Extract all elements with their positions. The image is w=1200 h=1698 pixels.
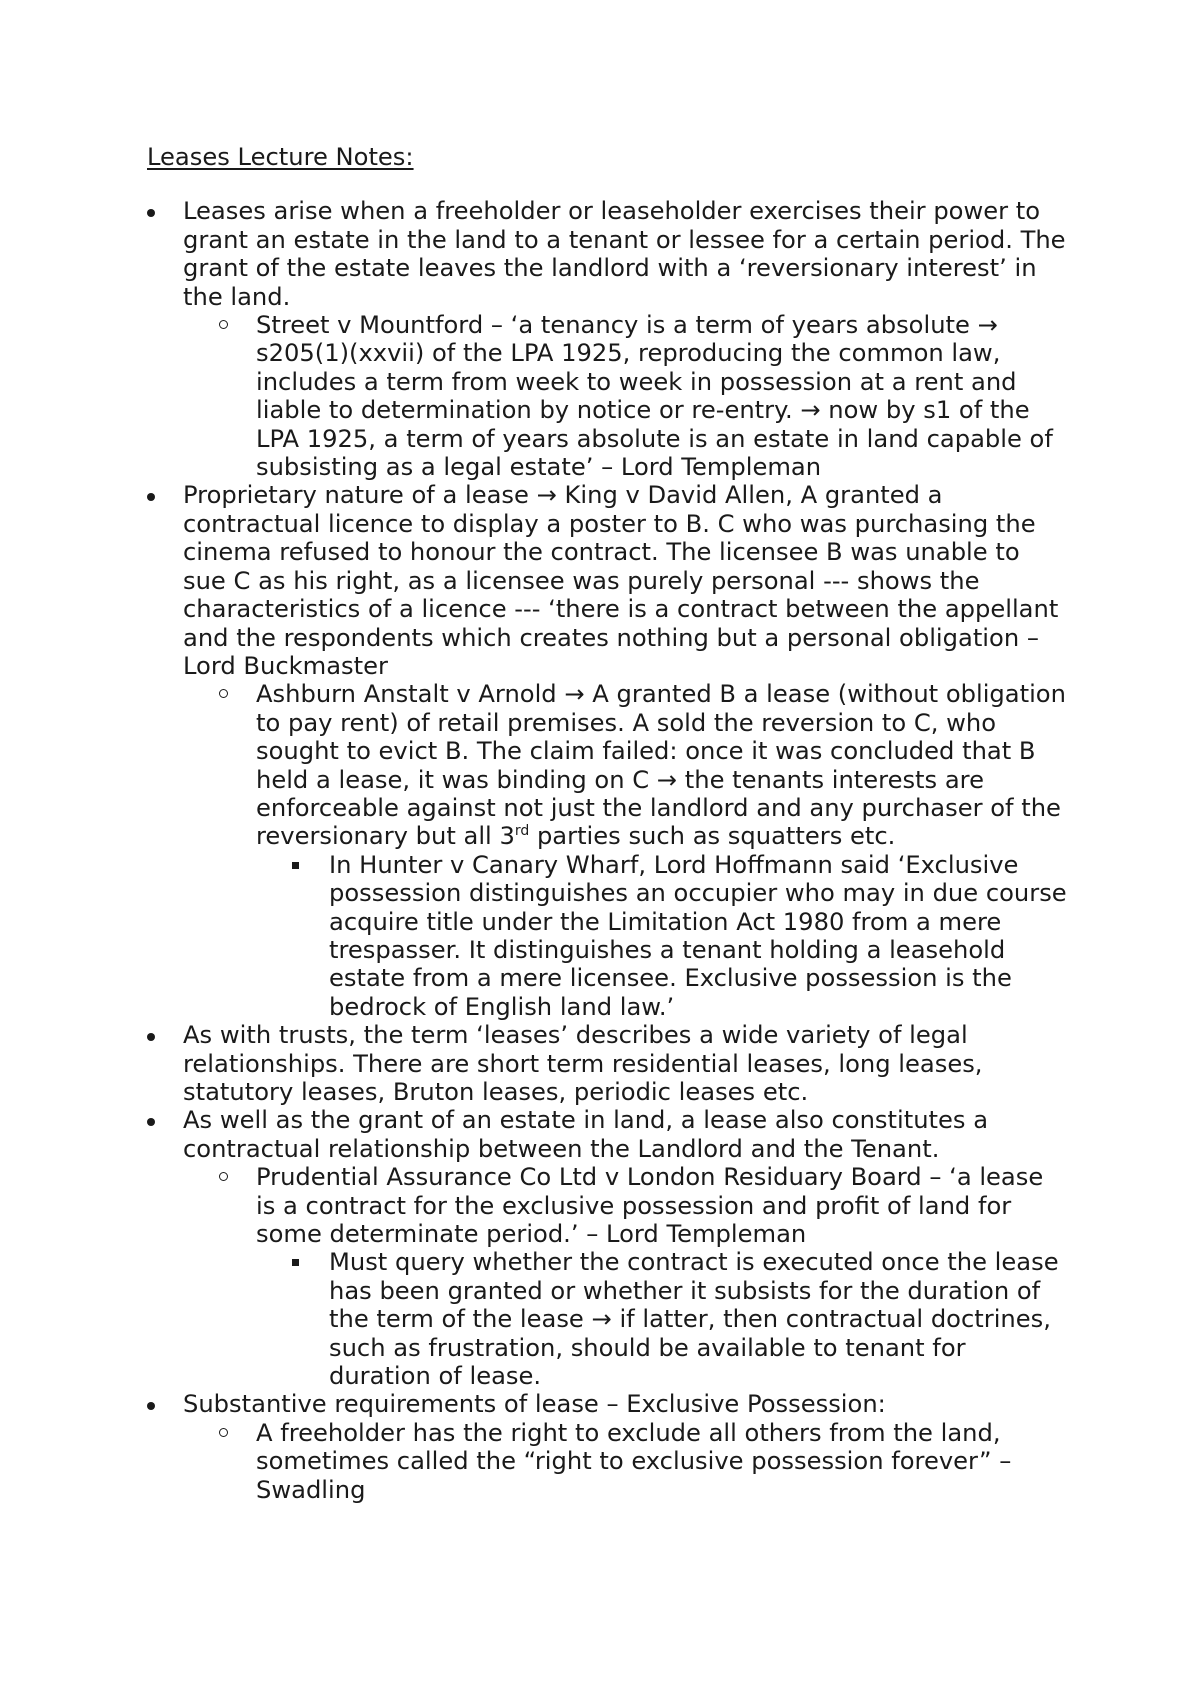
sub-list-item-text <box>256 680 1066 850</box>
bullet-circle-icon <box>219 320 228 329</box>
bullet-list <box>147 197 1067 1504</box>
sub-list <box>183 1163 1067 1390</box>
sub-sub-list <box>256 851 1067 1021</box>
bullet-disc-icon <box>147 1033 155 1041</box>
sub-list-item-text: Street v Mountford – ‘a tenancy is a term of years absolute → s205(1)(xxvii) of the LPA 1925, reproducing the common law, includes a term from week to week in possession at a rent and liable to determination by notice or re-entry. → now by s1 of the LPA 1925, a term of years absolute is an estate in land capable of subsisting as a legal estate’ – Lord Templeman <box>256 311 1053 482</box>
bullet-circle-icon <box>219 689 228 698</box>
sub-sub-list-item <box>292 851 1067 1021</box>
sub-list <box>183 680 1067 1021</box>
list-item-text: Proprietary nature of a lease → King v David Allen, A granted a contractual licence to display a poster to B. C who was purchasing the cinema refused to honour the contract. The licensee B was unable to sue C as his right, as a licensee was purely personal --- shows the characteristics of a licence --- ‘there is a contract between the appellant and the respondents which creates nothing but a personal obligation – Lord Buckmaster <box>183 481 1059 680</box>
sub-list-item <box>219 311 1067 481</box>
document-body <box>147 143 1067 1504</box>
sub-list-item-text: Prudential Assurance Co Ltd v London Residuary Board – ‘a lease is a contract for the exclusive possession and profit of land for some determinate period.’ – Lord Templeman <box>256 1163 1044 1249</box>
list-item <box>147 1021 1067 1106</box>
bullet-circle-icon <box>219 1172 228 1181</box>
sub-list-item <box>219 680 1067 1021</box>
list-item <box>147 1390 1067 1504</box>
sub-list-item-text-part: Ashburn Anstalt v Arnold → A granted B a lease (without obligation to pay rent) of retail premises. A sold the reversion to C, who sought to evict B. The claim failed: once it was concluded that B held a lease, it was binding on C → the tenants interests are enforceable against not just the landlord and any purchaser of the reversionary but all 3 <box>256 680 1066 851</box>
list-item-text: Leases arise when a freeholder or leaseholder exercises their power to grant an estate in the land to a tenant or lessee for a certain period. The grant of the estate leaves the landlord with a ‘reversionary interest’ in the land. <box>183 197 1066 311</box>
bullet-disc-icon <box>147 209 155 217</box>
sub-list-item <box>219 1163 1067 1390</box>
sub-list <box>183 1419 1067 1504</box>
sub-list-item-text: A freeholder has the right to exclude all others from the land, sometimes called the “right to exclusive possession forever” – Swadling <box>256 1418 1012 1504</box>
list-item-text: As with trusts, the term ‘leases’ describes a wide variety of legal relationships. There are short term residential leases, long leases, statutory leases, Bruton leases, periodic leases etc. <box>183 1021 983 1106</box>
sub-list-item-text-part: parties such as squatters etc. <box>529 822 896 851</box>
sub-list-item <box>219 1419 1067 1504</box>
bullet-disc-icon <box>147 1402 155 1410</box>
page-title: Leases Lecture Notes: <box>147 143 414 171</box>
bullet-circle-icon <box>219 1428 228 1437</box>
list-item <box>147 1106 1067 1390</box>
bullet-disc-icon <box>147 1118 155 1126</box>
sub-sub-list-item-text: In Hunter v Canary Wharf, Lord Hoffmann said ‘Exclusive possession distinguishes an occupier who may in due course acquire title under the Limitation Act 1980 from a mere trespasser. It distinguishes a tenant holding a leasehold estate from a mere licensee. Exclusive possession is the bedrock of English land law.’ <box>329 850 1067 1021</box>
bullet-disc-icon <box>147 493 155 501</box>
bullet-square-icon <box>292 862 299 869</box>
sub-sub-list-item <box>292 1248 1067 1390</box>
sub-sub-list <box>256 1248 1067 1390</box>
sub-sub-list-item-text: Must query whether the contract is executed once the lease has been granted or whether it subsists for the duration of the term of the lease → if latter, then contractual doctrines, such as frustration, should be available to tenant for duration of lease. <box>329 1248 1059 1391</box>
sub-list <box>183 311 1067 481</box>
list-item <box>147 481 1067 1021</box>
list-item-text: Substantive requirements of lease – Exclusive Possession: <box>183 1390 886 1419</box>
list-item <box>147 197 1067 481</box>
list-item-text: As well as the grant of an estate in land, a lease also constitutes a contractual relationship between the Landlord and the Tenant. <box>183 1106 989 1163</box>
bullet-square-icon <box>292 1259 299 1266</box>
superscript: rd <box>514 823 530 840</box>
